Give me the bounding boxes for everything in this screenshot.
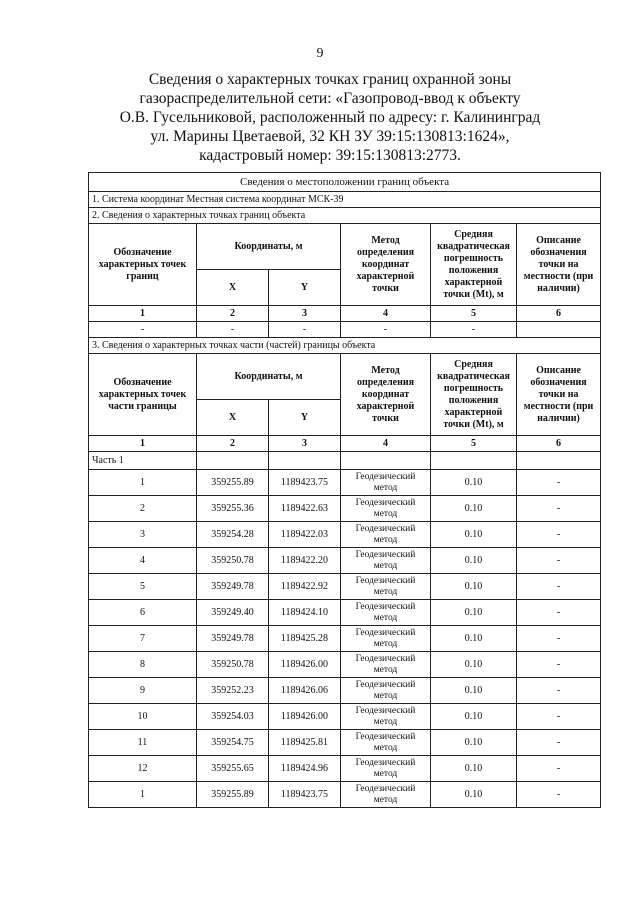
point-cell: 2 — [89, 496, 197, 522]
method-cell: Геодезический метод — [341, 704, 431, 730]
title-line: газораспределительной сети: «Газопровод-ввод к объекту — [139, 90, 521, 107]
description-cell: - — [517, 548, 601, 574]
table-row — [89, 522, 601, 548]
empty-cell — [269, 452, 341, 470]
dash-cell: - — [269, 322, 341, 338]
header-x-part: X — [197, 400, 269, 436]
accuracy-cell: 0.10 — [431, 574, 517, 600]
title-line: ул. Марины Цветаевой, 32 КН ЗУ 39:15:130813:1624», — [150, 128, 510, 145]
header-accuracy: Средняя квадратическая погрешность положения характерной точки (Mt), м — [431, 224, 517, 306]
header-x: X — [197, 270, 269, 306]
x-cell: 359250.78 — [197, 652, 269, 678]
dash-cell: - — [341, 322, 431, 338]
point-cell: 1 — [89, 782, 197, 808]
description-cell: - — [517, 704, 601, 730]
table-row — [89, 704, 601, 730]
accuracy-cell: 0.10 — [431, 600, 517, 626]
point-cell: 4 — [89, 548, 197, 574]
header-coordinates: Координаты, м — [197, 224, 341, 270]
x-cell: 359254.03 — [197, 704, 269, 730]
method-cell: Геодезический метод — [341, 652, 431, 678]
y-cell: 1189426.06 — [269, 678, 341, 704]
accuracy-cell: 0.10 — [431, 548, 517, 574]
col-number: 3 — [269, 306, 341, 322]
coordinate-system: 1. Система координат Местная система координат МСК-39 — [89, 192, 601, 208]
y-cell: 1189423.75 — [269, 470, 341, 496]
point-cell: 9 — [89, 678, 197, 704]
table-main-header: Сведения о местоположении границ объекта — [89, 173, 601, 192]
y-cell: 1189426.00 — [269, 704, 341, 730]
title-line: Сведения о характерных точках границ охранной зоны — [148, 71, 512, 88]
title-line: кадастровый номер: 39:15:130813:2773. — [199, 147, 461, 164]
method-cell: Геодезический метод — [341, 574, 431, 600]
col-number: 4 — [341, 436, 431, 452]
table-row — [89, 574, 601, 600]
x-cell: 359254.28 — [197, 522, 269, 548]
header-description: Описание обозначения точки на местности (при наличии) — [517, 224, 601, 306]
description-cell: - — [517, 496, 601, 522]
method-cell: Геодезический метод — [341, 730, 431, 756]
table-row — [89, 782, 601, 808]
description-cell: - — [517, 782, 601, 808]
method-cell: Геодезический метод — [341, 496, 431, 522]
accuracy-cell: 0.10 — [431, 678, 517, 704]
accuracy-cell: 0.10 — [431, 496, 517, 522]
part-label: Часть 1 — [89, 452, 197, 470]
col-number: 2 — [197, 306, 269, 322]
point-cell: 3 — [89, 522, 197, 548]
point-cell: 6 — [89, 600, 197, 626]
col-number: 5 — [431, 306, 517, 322]
accuracy-cell: 0.10 — [431, 704, 517, 730]
method-cell: Геодезический метод — [341, 626, 431, 652]
header-y: Y — [269, 270, 341, 306]
point-cell: 7 — [89, 626, 197, 652]
table-row — [89, 626, 601, 652]
table-row — [89, 470, 601, 496]
x-cell: 359249.40 — [197, 600, 269, 626]
x-cell: 359255.65 — [197, 756, 269, 782]
method-cell: Геодезический метод — [341, 600, 431, 626]
dash-cell: - — [431, 322, 517, 338]
header-description-part: Описание обозначения точки на местности (при наличии) — [517, 354, 601, 436]
point-cell: 1 — [89, 470, 197, 496]
method-cell: Геодезический метод — [341, 756, 431, 782]
header-coordinates-part: Координаты, м — [197, 354, 341, 400]
x-cell: 359249.78 — [197, 626, 269, 652]
empty-cell — [517, 452, 601, 470]
x-cell: 359250.78 — [197, 548, 269, 574]
table-row — [89, 600, 601, 626]
y-cell: 1189423.75 — [269, 782, 341, 808]
dash-cell: - — [197, 322, 269, 338]
description-cell: - — [517, 574, 601, 600]
header-method-part: Метод определения координат характерной точки — [341, 354, 431, 436]
boundary-points-table — [88, 172, 601, 808]
x-cell: 359254.75 — [197, 730, 269, 756]
method-cell: Геодезический метод — [341, 470, 431, 496]
table-row — [89, 756, 601, 782]
y-cell: 1189422.63 — [269, 496, 341, 522]
title-line: О.В. Гусельниковой, расположенный по адресу: г. Калининград — [119, 109, 541, 126]
point-cell: 5 — [89, 574, 197, 600]
accuracy-cell: 0.10 — [431, 756, 517, 782]
col-number: 3 — [269, 436, 341, 452]
header-designation-part: Обозначение характерных точек части границы — [89, 354, 197, 436]
description-cell: - — [517, 470, 601, 496]
accuracy-cell: 0.10 — [431, 730, 517, 756]
table-row — [89, 730, 601, 756]
method-cell: Геодезический метод — [341, 548, 431, 574]
empty-cell — [431, 452, 517, 470]
y-cell: 1189422.03 — [269, 522, 341, 548]
description-cell: - — [517, 626, 601, 652]
accuracy-cell: 0.10 — [431, 652, 517, 678]
col-number: 5 — [431, 436, 517, 452]
col-number: 6 — [517, 306, 601, 322]
col-number: 1 — [89, 306, 197, 322]
point-cell: 8 — [89, 652, 197, 678]
description-cell: - — [517, 652, 601, 678]
point-cell: 10 — [89, 704, 197, 730]
header-designation: Обозначение характерных точек границ — [89, 224, 197, 306]
point-cell: 11 — [89, 730, 197, 756]
dash-cell: - — [89, 322, 197, 338]
point-cell: 12 — [89, 756, 197, 782]
header-method: Метод определения координат характерной точки — [341, 224, 431, 306]
method-cell: Геодезический метод — [341, 678, 431, 704]
section-3-title: 3. Сведения о характерных точках части (частей) границы объекта — [89, 338, 601, 354]
description-cell: - — [517, 600, 601, 626]
x-cell: 359252.23 — [197, 678, 269, 704]
col-number: 4 — [341, 306, 431, 322]
accuracy-cell: 0.10 — [431, 522, 517, 548]
description-cell: - — [517, 678, 601, 704]
empty-cell — [341, 452, 431, 470]
y-cell: 1189422.92 — [269, 574, 341, 600]
method-cell: Геодезический метод — [341, 522, 431, 548]
description-cell: - — [517, 522, 601, 548]
col-number: 2 — [197, 436, 269, 452]
y-cell: 1189424.96 — [269, 756, 341, 782]
table-row — [89, 652, 601, 678]
x-cell: 359255.89 — [197, 470, 269, 496]
method-cell: Геодезический метод — [341, 782, 431, 808]
y-cell: 1189422.20 — [269, 548, 341, 574]
accuracy-cell: 0.10 — [431, 626, 517, 652]
document-title — [60, 70, 600, 165]
header-y-part: Y — [269, 400, 341, 436]
y-cell: 1189424.10 — [269, 600, 341, 626]
y-cell: 1189426.00 — [269, 652, 341, 678]
description-cell: - — [517, 730, 601, 756]
col-number: 6 — [517, 436, 601, 452]
x-cell: 359249.78 — [197, 574, 269, 600]
col-number: 1 — [89, 436, 197, 452]
accuracy-cell: 0.10 — [431, 470, 517, 496]
page-number: 9 — [316, 46, 324, 61]
table-row — [89, 496, 601, 522]
header-accuracy-part: Средняя квадратическая погрешность положения характерной точки (Mt), м — [431, 354, 517, 436]
x-cell: 359255.89 — [197, 782, 269, 808]
y-cell: 1189425.28 — [269, 626, 341, 652]
empty-cell — [197, 452, 269, 470]
x-cell: 359255.36 — [197, 496, 269, 522]
table-row — [89, 548, 601, 574]
description-cell: - — [517, 756, 601, 782]
accuracy-cell: 0.10 — [431, 782, 517, 808]
dash-cell — [517, 322, 601, 338]
y-cell: 1189425.81 — [269, 730, 341, 756]
table-row — [89, 678, 601, 704]
section-2-title: 2. Сведения о характерных точках границ объекта — [89, 208, 601, 224]
